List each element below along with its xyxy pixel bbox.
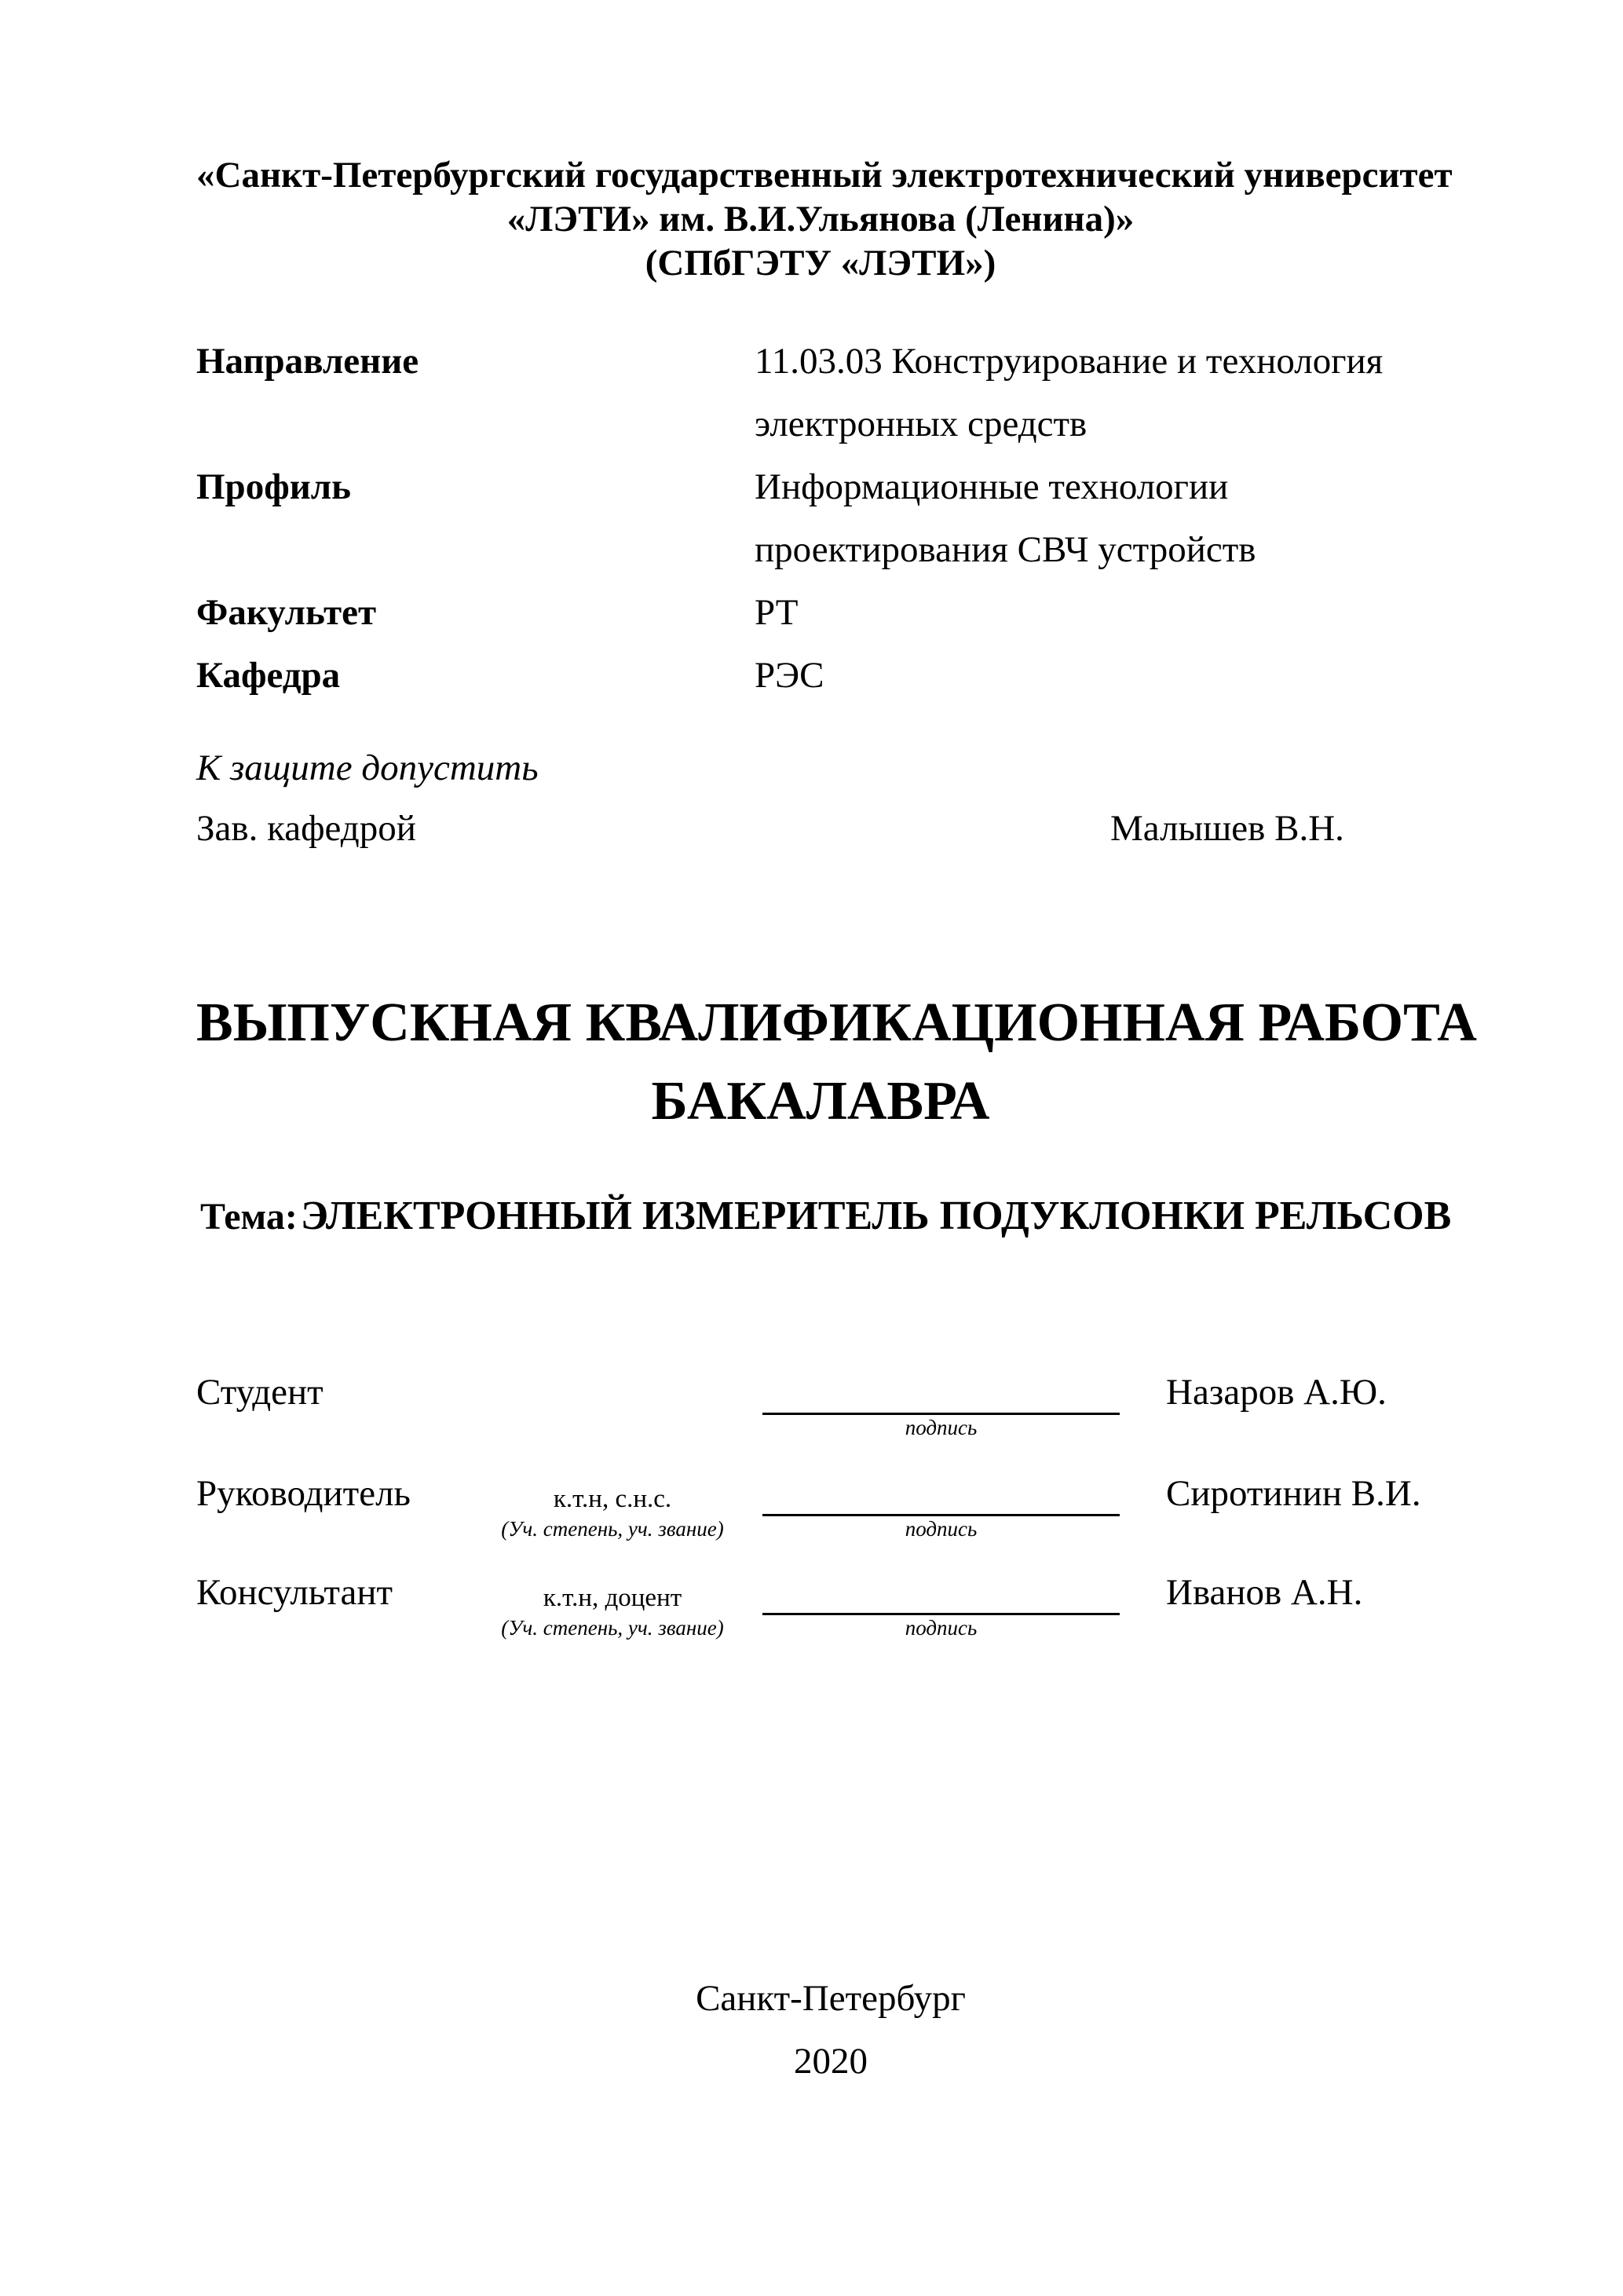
field-value-profile-line-2: проектирования СВЧ устройств <box>755 529 1256 570</box>
signature-line-supervisor <box>762 1514 1120 1516</box>
document-title-line-1: ВЫПУСКНАЯ КВАЛИФИКАЦИОННАЯ РАБОТА <box>196 993 1477 1053</box>
university-header-line-1: «Санкт-Петербургский государственный электротехнический университет <box>196 155 1453 196</box>
field-value-direction-line-2: электронных средств <box>755 404 1087 444</box>
theme-label: Тема: <box>200 1196 298 1238</box>
program-fields <box>196 330 1445 707</box>
footer <box>207 1967 1455 2093</box>
admission-block <box>196 738 1445 859</box>
admission-name: Малышев В.Н. <box>1110 808 1344 849</box>
theme-text: ЭЛЕКТРОННЫЙ ИЗМЕРИТЕЛЬ ПОДУКЛОНКИ РЕЛЬСОВ <box>300 1194 1452 1238</box>
signature-name-supervisor: Сиротинин В.И. <box>1166 1473 1421 1514</box>
signature-degree-consultant: к.т.н, доцент <box>543 1584 682 1612</box>
signature-row-student <box>196 1371 1445 1473</box>
field-value-direction-line-1: 11.03.03 Конструирование и технология <box>755 341 1384 382</box>
signature-row-supervisor <box>196 1472 1445 1574</box>
field-value-faculty: РТ <box>755 592 799 633</box>
signature-degree-note-supervisor: (Уч. степень, уч. звание) <box>501 1517 724 1541</box>
field-value-department: РЭС <box>755 655 824 696</box>
signature-line-student <box>762 1413 1120 1415</box>
signature-degree-supervisor: к.т.н, с.н.с. <box>553 1485 672 1513</box>
signature-role-student: Студент <box>196 1372 324 1413</box>
field-value-profile-line-1: Информационные технологии <box>755 466 1229 507</box>
signature-caption-consultant: подпись <box>905 1616 978 1640</box>
signature-role-supervisor: Руководитель <box>196 1473 411 1514</box>
signature-role-consultant: Консультант <box>196 1572 393 1613</box>
university-header-line-3: (СПбГЭТУ «ЛЭТИ») <box>645 243 996 283</box>
signature-caption-student: подпись <box>905 1416 978 1439</box>
footer-city: Санкт-Петербург <box>696 1978 966 2019</box>
document-title-line-2: БАКАЛАВРА <box>651 1071 990 1132</box>
signature-name-student: Назаров А.Ю. <box>1166 1372 1387 1413</box>
university-header <box>196 153 1453 285</box>
field-label-direction: Направление <box>196 341 419 382</box>
field-value-direction <box>755 330 1445 455</box>
admission-signature-row <box>196 799 1445 859</box>
field-label-profile: Профиль <box>196 466 352 507</box>
document-title <box>196 984 1477 1141</box>
page-content <box>196 0 1477 2296</box>
admission-statement: К защите допустить <box>196 748 539 788</box>
admission-role: Зав. кафедрой <box>196 808 416 849</box>
field-row-department <box>196 644 1445 707</box>
field-row-faculty <box>196 581 1445 644</box>
signature-name-consultant: Иванов А.Н. <box>1166 1572 1363 1613</box>
signature-caption-supervisor: подпись <box>905 1517 978 1541</box>
field-label-department: Кафедра <box>196 655 341 696</box>
footer-year: 2020 <box>794 2041 868 2082</box>
field-value-profile <box>755 455 1445 581</box>
field-row-direction <box>196 330 1445 455</box>
signature-degree-note-consultant: (Уч. степень, уч. звание) <box>501 1616 724 1640</box>
theme-line <box>200 1193 1452 1249</box>
field-row-profile <box>196 455 1445 581</box>
signature-row-consultant <box>196 1571 1445 1673</box>
signature-line-consultant <box>762 1613 1120 1615</box>
university-header-line-2: «ЛЭТИ» им. В.И.Ульянова (Ленина)» <box>506 199 1135 239</box>
field-label-faculty: Факультет <box>196 592 377 633</box>
